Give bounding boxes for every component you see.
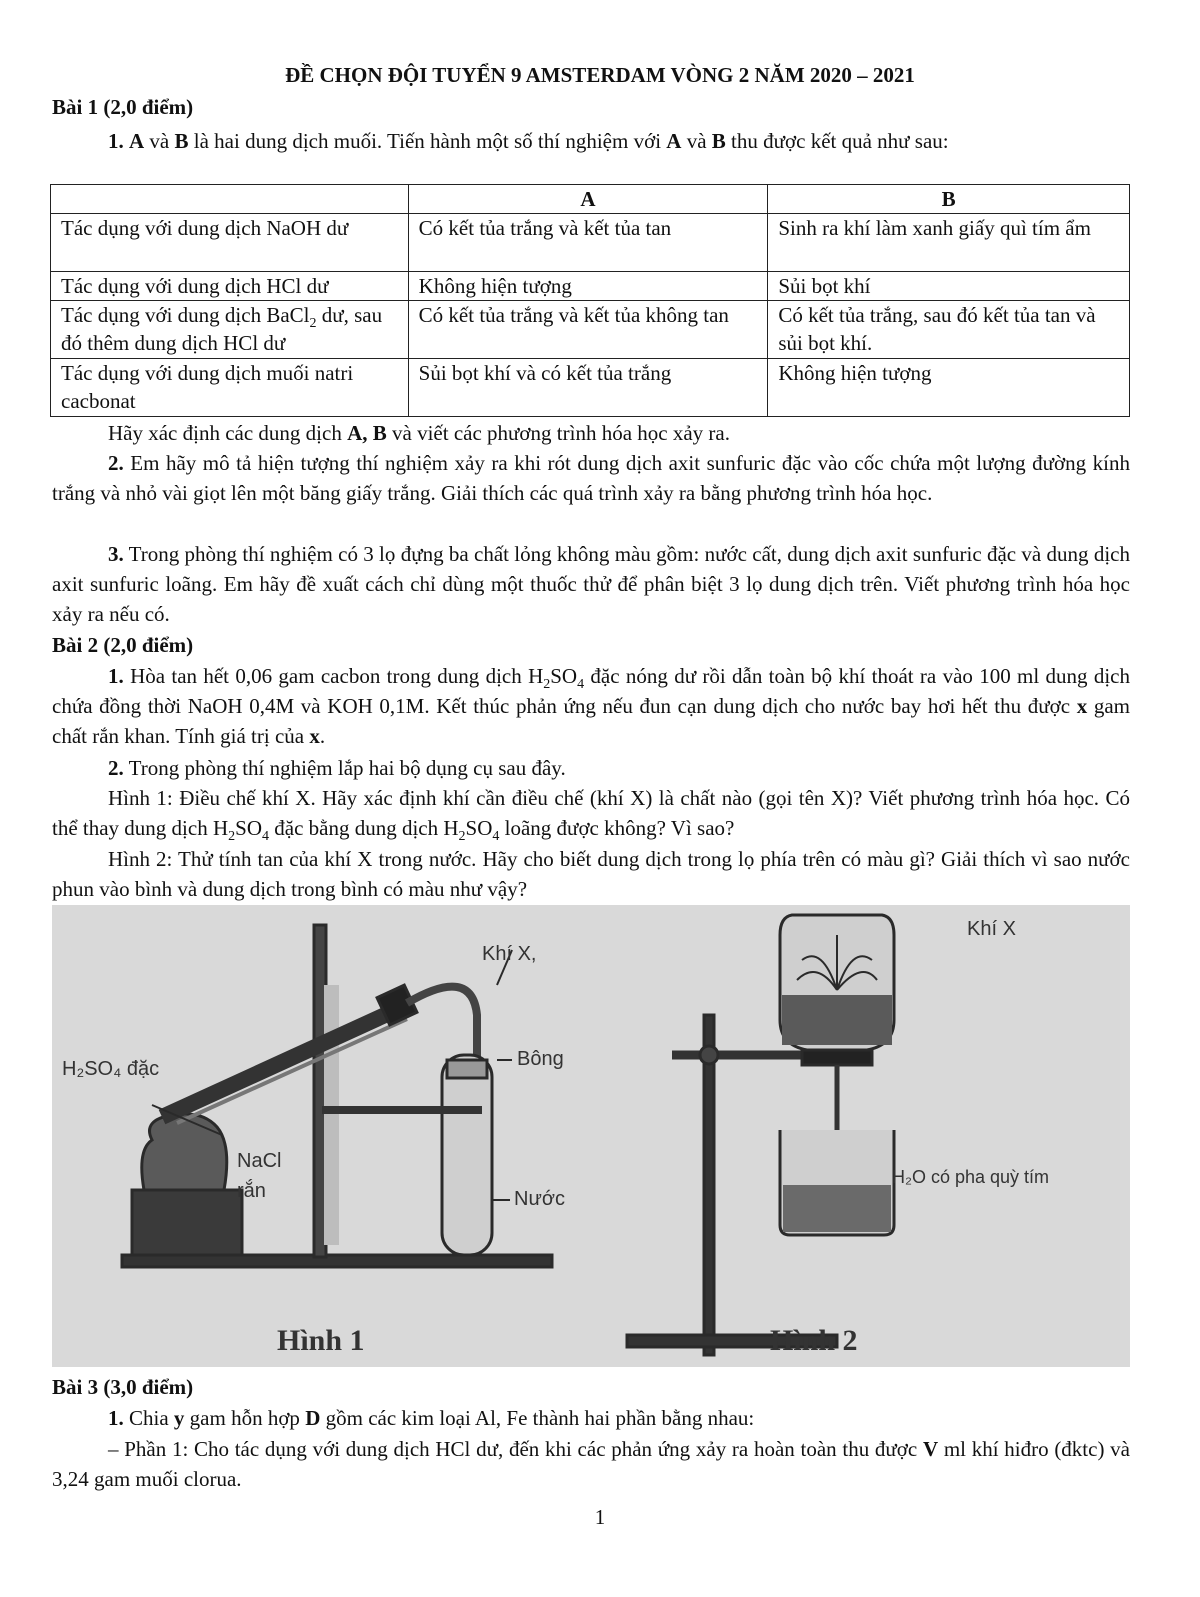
table-cell-a: Có kết tủa trắng và kết tủa tan (408, 214, 768, 272)
table-row (51, 214, 1130, 272)
bai2-q2-text: Trong phòng thí nghiệm lắp hai bộ dụng cụ sau đây. (123, 756, 566, 780)
bai1-q3 (52, 539, 1130, 629)
hinh1-text: Hình 1: Điều chế khí X. Hãy xác định khí cần điều chế (khí X) là chất nào (gọi tên X)? Viết phương trình hóa học. Có thể thay dung dịch H (52, 786, 1130, 840)
base-plate (122, 1255, 552, 1267)
table-row-label (51, 301, 409, 359)
hinh1-apparatus (122, 925, 552, 1267)
table-cell-b: Không hiện tượng (768, 359, 1130, 417)
hinh1-text: đặc bằng dung dịch H (269, 816, 459, 840)
var-x: x (1076, 694, 1088, 718)
bai3-part1 (52, 1434, 1130, 1494)
var-x: x (309, 724, 320, 748)
test-tube (442, 1055, 492, 1255)
table-row-label: Tác dụng với dung dịch muối natri cacbonat (51, 359, 409, 417)
table-row (51, 301, 1130, 359)
bai3-q1 (52, 1403, 1130, 1433)
hinh2-apparatus (627, 915, 894, 1355)
bai1-q2-text: Em hãy mô tả hiện tượng thí nghiệm xảy ra khi rót dung dịch axit sunfuric đặc vào cốc chứa một lượng đường kính trắng và nhỏ vài giọt lên một băng giấy trắng. Giải thích các quá trình xảy ra bằng phương trình hóa học. (52, 451, 1130, 505)
table-row-label: Tác dụng với dung dịch NaOH dư (51, 214, 409, 272)
bai2-q2 (52, 753, 1130, 783)
bai1-q1-task (52, 418, 1130, 448)
subscript: 2 (309, 316, 317, 332)
trough-liquid (783, 1185, 891, 1232)
bai1-q1-b2: B (711, 129, 726, 153)
bai3-q1-num: 1. (108, 1406, 124, 1430)
subscript: 4 (262, 829, 269, 845)
bai2-heading: Bài 2 (2,0 điểm) (52, 633, 194, 657)
bai1-q1-a2: A (666, 129, 682, 153)
label-h2so4: H₂SO₄ đặc (62, 1058, 160, 1080)
subscript: 4 (577, 677, 585, 693)
delivery-tube (162, 1005, 407, 1117)
task-text: và viết các phương trình hóa học xảy ra. (386, 421, 730, 445)
apparatus-figure (52, 905, 1130, 1367)
table-row-label-text: dư, sau đó thêm dung dịch HCl dư (61, 303, 383, 355)
subscript: 4 (492, 829, 500, 845)
label-h2o: H₂O có pha quỳ tím (892, 1167, 1050, 1187)
bai1-q1-text: và (144, 129, 175, 153)
label-ran: rắn (237, 1180, 266, 1202)
hinh1-text: loãng được không? Vì sao? (499, 816, 735, 840)
label-bong: Bông (517, 1048, 564, 1070)
experiment-table (50, 184, 1130, 417)
table-cell-a: Sủi bọt khí và có kết tủa trắng (408, 359, 768, 417)
clamp-knob (700, 1046, 718, 1064)
hinh1-text: SO (465, 816, 493, 840)
bai2-q1-text: đặc nóng dư rồi dẫn toàn bộ khí thoát ra vào 100 ml dung dịch chứa đồng thời NaOH 0,4M và KOH 0,1M. Kết thúc phản ứng nếu đun cạn dung dịch cho nước bay hơi hết thu được (52, 664, 1130, 718)
label-nacl: NaCl (237, 1150, 282, 1172)
bai2-hinh2-question: Hình 2: Thử tính tan của khí X trong nước. Hãy cho biết dung dịch trong lọ phía trên có màu gì? Giải thích vì sao nước phun vào bình và dung dịch trong bình có màu như vậy? (52, 847, 1130, 901)
bai1-heading: Bài 1 (2,0 điểm) (52, 95, 194, 119)
bai1-q1-text: thu được kết quả như sau: (725, 129, 949, 153)
var-d: D (305, 1406, 321, 1430)
task-ab: A, B (347, 421, 387, 445)
bai2-q1-text: . (319, 724, 326, 748)
table-header-b: B (768, 185, 1130, 214)
var-y: y (173, 1406, 185, 1430)
subscript: 2 (458, 829, 466, 845)
table-cell-a: Có kết tủa trắng và kết tủa không tan (408, 301, 768, 359)
subscript: 2 (228, 829, 236, 845)
apparatus-drawing (52, 905, 1130, 1367)
subscript: 2 (543, 677, 551, 693)
table-cell-b: Sủi bọt khí (768, 272, 1130, 301)
bai1-q2 (52, 448, 1130, 508)
bai2-q1-text: SO (550, 664, 578, 688)
table-row (51, 272, 1130, 301)
rod-highlight (324, 985, 339, 1245)
table-header-row (51, 185, 1130, 214)
table-header-a: A (408, 185, 768, 214)
bai2-hinh1-question (52, 783, 1130, 843)
bai1-q1-text: là hai dung dịch muối. Tiến hành một số thí nghiệm với (188, 129, 667, 153)
bai1-q1-num: 1. (108, 129, 124, 153)
bai1-q1-b: B (174, 129, 189, 153)
table-row (51, 359, 1130, 417)
label-khi-x-2: Khí X (967, 918, 1016, 940)
bai1-q1-a: A (129, 129, 145, 153)
bai1-q1-text: và (681, 129, 712, 153)
table-header-empty (51, 185, 409, 214)
bai1-q3-text: Trong phòng thí nghiệm có 3 lọ đựng ba chất lỏng không màu gồm: nước cất, dung dịch axit sunfuric đặc và dung dịch axit sunfuric loãng. Em hãy đề xuất cách chỉ dùng một thuốc thử để phân biệt 3 lọ dung dịch trên. Viết phương trình hóa học xảy ra nếu có. (52, 542, 1130, 626)
part1-text: – Phần 1: Cho tác dụng với dung dịch HCl dư, đến khi các phản ứng xảy ra hoàn toàn thu được (108, 1437, 923, 1461)
bai1-q1 (52, 126, 1130, 156)
flask (142, 1114, 227, 1190)
cotton (447, 1060, 487, 1078)
part1-text: ml khí hiđro (đktc) và 3,24 gam muối clorua. (52, 1437, 1130, 1491)
var-v: V (922, 1437, 939, 1461)
table-cell-b: Sinh ra khí làm xanh giấy quì tím ẩm (768, 214, 1130, 272)
table-row-label: Tác dụng với dung dịch HCl dư (51, 272, 409, 301)
label-nuoc: Nước (514, 1188, 565, 1210)
caption-hinh1: Hình 1 (277, 1324, 365, 1357)
bai3-q1-text: gam hỗn hợp (184, 1406, 306, 1430)
bai2-q1-text: gam chất rắn khan. Tính giá trị của (52, 694, 1130, 748)
bai2-q1 (52, 661, 1130, 751)
table-cell-b: Có kết tủa trắng, sau đó kết tủa tan và sủi bọt khí. (768, 301, 1130, 359)
hinh1-text: SO (235, 816, 262, 840)
label-khi-x-1: Khí X, (482, 943, 537, 965)
caption-hinh2: Hình 2 (770, 1324, 858, 1357)
exam-title: ĐỀ CHỌN ĐỘI TUYỂN 9 AMSTERDAM VÒNG 2 NĂM 2020 – 2021 (285, 63, 915, 87)
bai1-q2-num: 2. (108, 451, 124, 475)
bai3-q1-text: gồm các kim loại Al, Fe thành hai phần bằng nhau: (320, 1406, 755, 1430)
bai2-q2-num: 2. (108, 756, 124, 780)
flask-liquid (782, 995, 892, 1045)
bai3-q1-text: Chia (123, 1406, 174, 1430)
table-cell-a: Không hiện tượng (408, 272, 768, 301)
stopper-2 (802, 1050, 872, 1065)
page-number: 1 (594, 1505, 606, 1529)
stand-rod-2 (704, 1015, 714, 1355)
bai2-q1-num: 1. (108, 664, 124, 688)
task-text: Hãy xác định các dung dịch (108, 421, 348, 445)
bai3-heading: Bài 3 (3,0 điểm) (52, 1375, 194, 1399)
bai2-q1-text: Hòa tan hết 0,06 gam cacbon trong dung dịch H (123, 664, 544, 688)
bai1-q3-num: 3. (108, 542, 124, 566)
table-row-label-text: Tác dụng với dung dịch BaCl (61, 303, 310, 327)
